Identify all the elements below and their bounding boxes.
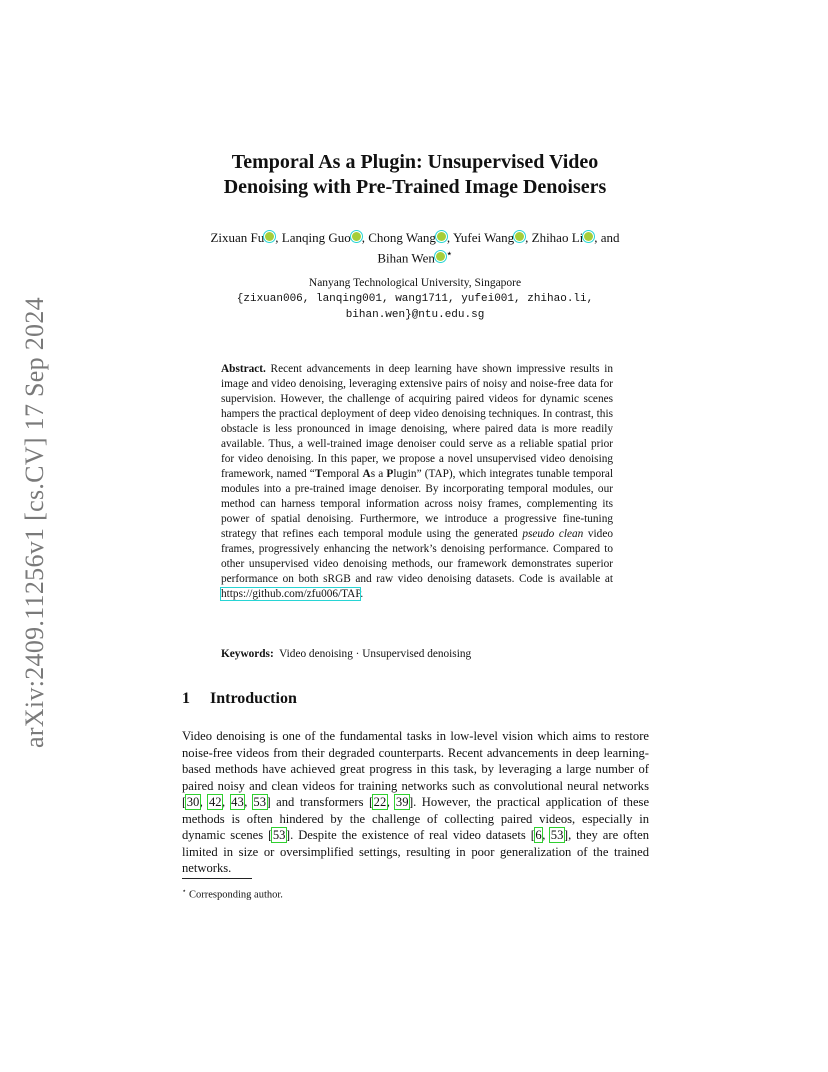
footnote xyxy=(182,884,283,903)
abstract-label: Abstract. xyxy=(221,363,266,375)
section-title: Introduction xyxy=(210,690,297,707)
title-line-2: Denoising with Pre-Trained Image Denoisers xyxy=(223,176,607,198)
citation-link[interactable]: 6 xyxy=(535,828,542,842)
body-text: Video denoising is one of the fundamental tasks in low-level vision which aims to restore noise-free videos from their degraded counterparts. Recent advancements in deep learning-based methods have achieved great progress in this task, by leveraging a large number of paired noisy and clean videos for training networks such as convolutional neural networks [ xyxy=(182,729,649,809)
citation-link[interactable]: 53 xyxy=(272,828,286,842)
author-name: Zhihao Li xyxy=(531,230,584,245)
orcid-icon[interactable] xyxy=(352,232,361,241)
citation-link[interactable]: 43 xyxy=(231,795,244,809)
citation-link[interactable]: 53 xyxy=(550,828,564,842)
abstract-text: lugin xyxy=(393,468,417,480)
author-name: Yufei Wang xyxy=(452,230,515,245)
emails-line-2: bihan.wen}@ntu.edu.sg xyxy=(345,309,485,321)
body-text: ] and transformers [ xyxy=(266,795,374,809)
abstract-text: . xyxy=(360,588,364,600)
affiliation-block xyxy=(170,275,660,323)
arxiv-identifier: arXiv:2409.11256v1 [cs.CV] 17 Sep 2024 xyxy=(20,297,49,749)
body-text: ], they are often limited in size or oversimplified settings, resulting in poor generalization of the trained networks. xyxy=(182,828,649,875)
citation-link[interactable]: 53 xyxy=(253,795,266,809)
citation-link[interactable]: 42 xyxy=(208,795,222,809)
orcid-icon[interactable] xyxy=(265,232,274,241)
emails-line-1: {zixuan006, lanqing001, wang1711, yufei001, zhihao.li, xyxy=(236,293,594,305)
abstract-text: s a xyxy=(370,468,387,480)
author-name: Chong Wang xyxy=(368,230,436,245)
title-line-1: Temporal As a Plugin: Unsupervised Video xyxy=(231,151,599,173)
body-text: ]. Despite the existence of real video datasets [ xyxy=(285,828,535,842)
abstract-text: ” (TAP), which integrates tunable temporal modules into a pre-trained image denoiser. By incorporating temporal modules, our method can harness temporal information across noisy frames, complementing its power of spatial denoising. Furthermore, we introduce a progressive fine-tuning strategy that refines each temporal module using the generated xyxy=(221,468,614,540)
keywords-text: Video denoising · Unsupervised denoising xyxy=(279,648,472,660)
keywords xyxy=(221,647,613,662)
intro-paragraph: Video denoising is one of the fundamental tasks in low-level vision which aims to restore noise-free videos from their degraded counterparts. Recent advancements in deep learning-based methods have achieved great progress in this task, by leveraging a large number of paired noisy and clean videos for training networks such as convolutional neural networks [30, 42, 43, 53] and transformers [22, 39]. However, the practical application of these methods is often hindered by the challenge of collecting paired videos, especially in dynamic scenes [53]. Despite the existence of real video datasets [6, 53], they are often limited in size or oversimplified settings, resulting in poor generalization of the trained networks. xyxy=(182,729,650,875)
citation-link[interactable]: 39 xyxy=(395,795,409,809)
body-text: ]. However, the practical application of these methods is often hindered by the challenge of collecting paired videos, especially in dynamic scenes [ xyxy=(182,795,650,842)
author-name: Zixuan Fu xyxy=(210,230,265,245)
affiliation: Nanyang Technological University, Singapore xyxy=(308,277,522,289)
abstract-bold-letter: T xyxy=(314,468,323,480)
code-link[interactable]: https://github.com/zfu006/TAP xyxy=(221,588,361,600)
corresponding-mark: ⋆ xyxy=(445,248,453,260)
section-heading xyxy=(182,690,297,708)
section-number: 1 xyxy=(182,690,190,707)
footnote-rule xyxy=(182,878,252,879)
orcid-icon[interactable] xyxy=(436,252,445,261)
abstract-text: emporal xyxy=(322,468,363,480)
citation-link[interactable]: 30 xyxy=(186,795,200,809)
abstract-text: Recent advancements in deep learning have shown impressive results in image and video denoising, leveraging extensive pairs of noisy and noise-free data for supervision. However, the challenge of acquiring paired videos for dynamic scenes hampers the practical deployment of deep video denoising techniques. In contrast, this obstacle is less pronounced in image denoising, where paired data is more readily available. Thus, a well-trained image denoiser could serve as a reliable spatial prior for video denoising. In this paper, we propose a novel unsupervised video denoising framework, named “ xyxy=(221,363,614,480)
abstract-text: video frames, progressively enhancing the network’s denoising performance. Compared to other unsupervised video denoising methods, our framework demonstrates superior performance on both sRGB and raw video denoising datasets. Code is available at xyxy=(221,528,613,585)
abstract xyxy=(221,362,613,602)
abstract-bold-letter: A xyxy=(362,468,371,480)
and-word: and xyxy=(600,230,620,245)
orcid-icon[interactable] xyxy=(437,232,446,241)
abstract-italic: pseudo clean xyxy=(522,528,584,540)
orcid-icon[interactable] xyxy=(584,232,593,241)
author-name: Bihan Wen xyxy=(377,250,435,266)
orcid-icon[interactable] xyxy=(515,232,524,241)
footnote-text: Corresponding author. xyxy=(189,889,283,901)
keywords-label: Keywords: xyxy=(221,648,274,660)
footnote-mark: ⋆ xyxy=(182,887,187,895)
author-list: Zixuan Fu , Lanqing Guo , Chong Wang , Yufei Wang , Zhihao Li , and Bihan Wen ⋆ xyxy=(210,230,620,266)
citation-link[interactable]: 22 xyxy=(373,795,387,809)
paper-title xyxy=(160,150,670,200)
author-name: Lanqing Guo xyxy=(281,230,351,245)
abstract-bold-letter: P xyxy=(386,468,394,480)
